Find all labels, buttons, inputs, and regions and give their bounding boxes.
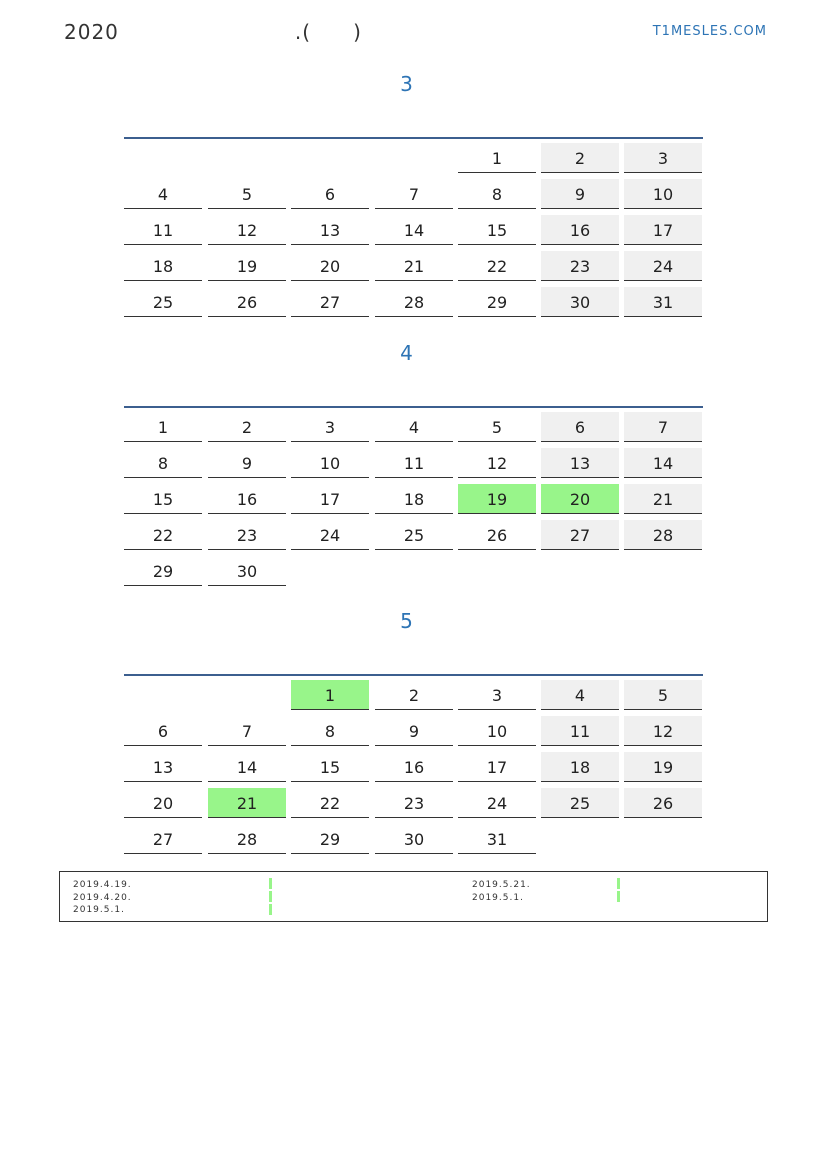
day-cell: 5 [624,680,702,710]
day-cell: 24 [624,251,702,281]
day-cell: 1 [124,412,202,442]
legend-left-column [73,879,132,917]
day-cell: 23 [208,520,286,550]
day-cell: 19 [624,752,702,782]
day-cell: 13 [541,448,619,478]
day-cell: 6 [541,412,619,442]
day-cell: 26 [624,788,702,818]
day-cell: 13 [291,215,369,245]
day-cell: 7 [375,179,453,209]
day-cell: 9 [208,448,286,478]
day-cell: 27 [541,520,619,550]
month-grid [124,674,703,862]
day-cell: 20 [124,788,202,818]
day-cell: 13 [124,752,202,782]
day-cell: 25 [124,287,202,317]
legend-item: 2019.4.19. [73,880,132,890]
day-cell: 7 [624,412,702,442]
day-cell: 10 [458,716,536,746]
day-cell: 11 [124,215,202,245]
day-cell: 9 [541,179,619,209]
day-cell: 15 [124,484,202,514]
day-cell: 3 [624,143,702,173]
day-cell: 14 [208,752,286,782]
day-cell: 27 [124,824,202,854]
holiday-color-marker [269,904,272,915]
holiday-color-marker [617,891,620,902]
day-cell: 17 [624,215,702,245]
day-cell: 25 [375,520,453,550]
day-cell: 30 [208,556,286,586]
day-cell: 21 [208,788,286,818]
day-cell: 18 [124,251,202,281]
day-cell: 6 [291,179,369,209]
month-title: 3 [400,72,413,96]
day-cell: 21 [624,484,702,514]
day-cell: 20 [541,484,619,514]
day-cell: 18 [375,484,453,514]
title-paren-close: ) [353,20,362,44]
day-cell: 12 [624,716,702,746]
legend-item: 2019.5.1. [472,892,524,903]
day-cell: 8 [124,448,202,478]
day-cell: 9 [375,716,453,746]
legend-item: 2019.4.20. [73,892,132,903]
day-cell: 2 [541,143,619,173]
month-title: 4 [400,341,413,365]
day-cell: 16 [541,215,619,245]
day-cell: 19 [208,251,286,281]
day-cell: 11 [375,448,453,478]
month-grid [124,137,703,325]
site-link[interactable]: T1MESLES.COM [652,24,767,39]
day-cell: 3 [291,412,369,442]
day-cell: 29 [458,287,536,317]
day-cell: 28 [375,287,453,317]
day-cell: 17 [458,752,536,782]
day-cell: 15 [291,752,369,782]
day-cell: 10 [624,179,702,209]
day-cell: 8 [458,179,536,209]
title-year: 2020 [64,20,119,44]
title-dot: . [294,20,303,44]
day-cell: 3 [458,680,536,710]
holiday-color-marker [269,878,272,889]
day-cell: 26 [458,520,536,550]
day-cell: 6 [124,716,202,746]
day-cell: 30 [375,824,453,854]
legend-item: 2019.5.1. [73,905,125,915]
day-cell: 22 [458,251,536,281]
day-cell: 2 [208,412,286,442]
day-cell: 4 [375,412,453,442]
day-cell: 31 [458,824,536,854]
day-cell: 10 [291,448,369,478]
day-cell: 19 [458,484,536,514]
day-cell: 24 [291,520,369,550]
legend-right-column [472,879,531,904]
holiday-legend [59,871,768,922]
day-cell: 8 [291,716,369,746]
day-cell: 28 [624,520,702,550]
day-cell: 1 [291,680,369,710]
day-cell: 18 [541,752,619,782]
day-cell: 14 [375,215,453,245]
day-cell: 17 [291,484,369,514]
legend-item: 2019.5.21. [472,880,531,890]
day-cell: 15 [458,215,536,245]
day-cell: 29 [124,556,202,586]
day-cell: 22 [291,788,369,818]
title-paren-open: ( [302,20,312,44]
month-grid [124,406,703,594]
day-cell: 5 [458,412,536,442]
day-cell: 11 [541,716,619,746]
day-cell: 7 [208,716,286,746]
holiday-color-marker [269,891,272,902]
day-cell: 20 [291,251,369,281]
day-cell: 16 [375,752,453,782]
day-cell: 26 [208,287,286,317]
day-cell: 23 [375,788,453,818]
holiday-color-marker [617,878,620,889]
month-title: 5 [400,609,413,633]
day-cell: 16 [208,484,286,514]
day-cell: 12 [458,448,536,478]
day-cell: 30 [541,287,619,317]
day-cell: 2 [375,680,453,710]
day-cell: 14 [624,448,702,478]
day-cell: 12 [208,215,286,245]
day-cell: 4 [541,680,619,710]
day-cell: 22 [124,520,202,550]
document-title [64,20,362,44]
day-cell: 1 [458,143,536,173]
day-cell: 25 [541,788,619,818]
day-cell: 23 [541,251,619,281]
day-cell: 21 [375,251,453,281]
day-cell: 31 [624,287,702,317]
day-cell: 28 [208,824,286,854]
day-cell: 4 [124,179,202,209]
day-cell: 27 [291,287,369,317]
day-cell: 29 [291,824,369,854]
day-cell: 5 [208,179,286,209]
day-cell: 24 [458,788,536,818]
